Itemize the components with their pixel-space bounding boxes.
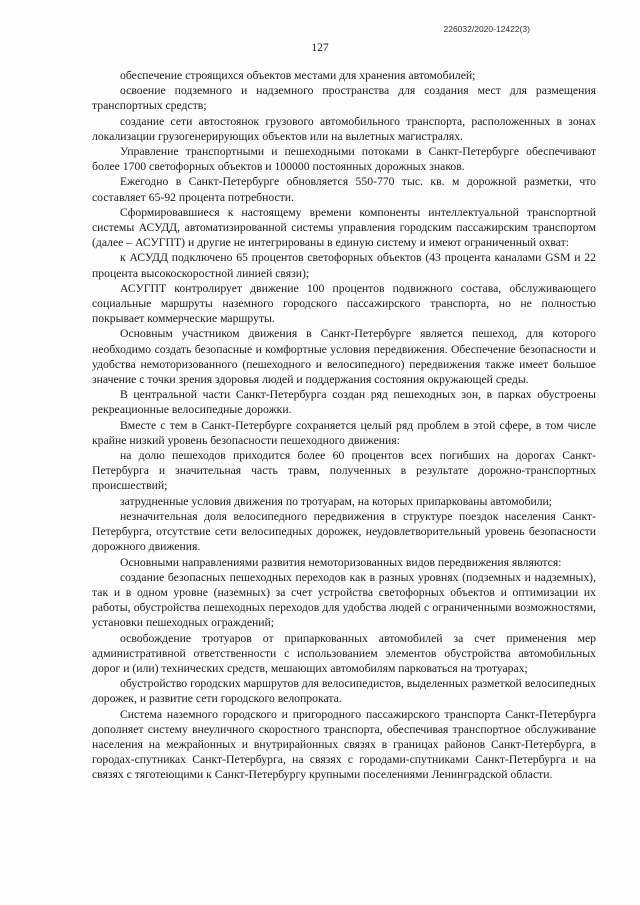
paragraph: обустройство городских маршрутов для велосипедистов, выделенных разметкой велосипедных дорожек, и развитие сети городского велопроката.: [92, 677, 596, 706]
paragraph: к АСУДД подключено 65 процентов светофорных объектов (43 процента каналами GSM и 22 процента высокоскоростной линией связи);: [92, 251, 596, 280]
document-id: 226032/2020-12422(3): [443, 24, 530, 34]
paragraph: Основными направлениями развития немоторизованных видов передвижения являются:: [120, 555, 562, 569]
body-text: [92, 68, 596, 783]
paragraph: Система наземного городского и пригородного пассажирского транспорта Санкт-Петербурга дополняет систему внеуличного скоростного транспорта, обеспечивая транспортное обслуживание населения на межрайонных и внутрирайонных связях в границах районов Санкт-Петербурга, в городах-спутниках Санкт-Петербурга, на связях с городами-спутниками Санкт-Петербурга и на связях с тяготеющими к Санкт-Петербургу крупными поселениями Ленинградской области.: [92, 707, 596, 782]
paragraph: создание безопасных пешеходных переходов как в разных уровнях (подземных и надземных), так и в одном уровне (наземных) за счет устройства светофорных объектов и оптимизации их работы, обустройства пешеходных переходов для удобства людей с ограниченными возможностями, установки пешеходных ограждений;: [92, 570, 596, 630]
paragraph: Управление транспортными и пешеходными потоками в Санкт-Петербурге обеспечивают более 1700 светофорных объектов и 100000 постоянных дорожных знаков.: [92, 145, 596, 174]
paragraph: на долю пешеходов приходится более 60 процентов всех погибших на дорогах Санкт-Петербурга и значительная часть травм, полученных в результате дорожно-транспортных происшествий;: [92, 449, 596, 493]
paragraph: Сформировавшиеся к настоящему времени компоненты интеллектуальной транспортной системы АСУДД, автоматизированной системы управления городским пассажирским транспортом (далее – АСУГПТ) и другие не интегрированы в единую систему и имеют ограниченный охват:: [92, 205, 596, 250]
paragraph: освоение подземного и надземного пространства для создания мест для размещения транспортных средств;: [92, 84, 596, 113]
paragraph: Ежегодно в Санкт-Петербурге обновляется 550-770 тыс. кв. м дорожной разметки, что составляет 65-92 процента потребности.: [92, 175, 596, 204]
paragraph: затрудненные условия движения по тротуарам, на которых припаркованы автомобили;: [120, 494, 553, 508]
paragraph: Основным участником движения в Санкт-Петербурге является пешеход, для которого необходимо создать безопасные и комфортные условия передвижения. Обеспечение безопасности и удобства немоторизованного (пешеходного и велосипедного) передвижения также имеет большое значение с точки зрения здоровья людей и поддержания состояния окружающей среды.: [92, 327, 596, 387]
paragraph: В центральной части Санкт-Петербурга создан ряд пешеходных зон, в парках обустроены рекреационные велосипедные дорожки.: [92, 388, 596, 417]
paragraph: Вместе с тем в Санкт-Петербурге сохраняется целый ряд проблем в этой сфере, в том числе крайне низкий уровень безопасности пешеходного движения:: [92, 418, 596, 447]
paragraph: создание сети автостоянок грузового автомобильного транспорта, расположенных в зонах локализации грузогенерирующих объектов или на вылетных магистралях.: [92, 114, 596, 143]
paragraph: освобождение тротуаров от припаркованных автомобилей за счет применения мер административной ответственности с использованием элементов обустройства автомобильных дорог и (или) технических средств, мешающих автомобилям парковаться на тротуарах;: [92, 631, 596, 675]
paragraph: обеспечение строящихся объектов местами для хранения автомобилей;: [120, 69, 476, 82]
page-number: 127: [311, 42, 329, 54]
paragraph: незначительная доля велосипедного передвижения в структуре поездок населения Санкт-Петербурга, отсутствие сети велосипедных дорожек, неудовлетворительный уровень безопасности дорожного движения.: [92, 509, 596, 554]
paragraph: АСУГПТ контролирует движение 100 процентов подвижного состава, обслуживающего социальные маршруты наземного городского пассажирского транспорта, но не полностью покрывает коммерческие маршруты.: [92, 281, 596, 326]
